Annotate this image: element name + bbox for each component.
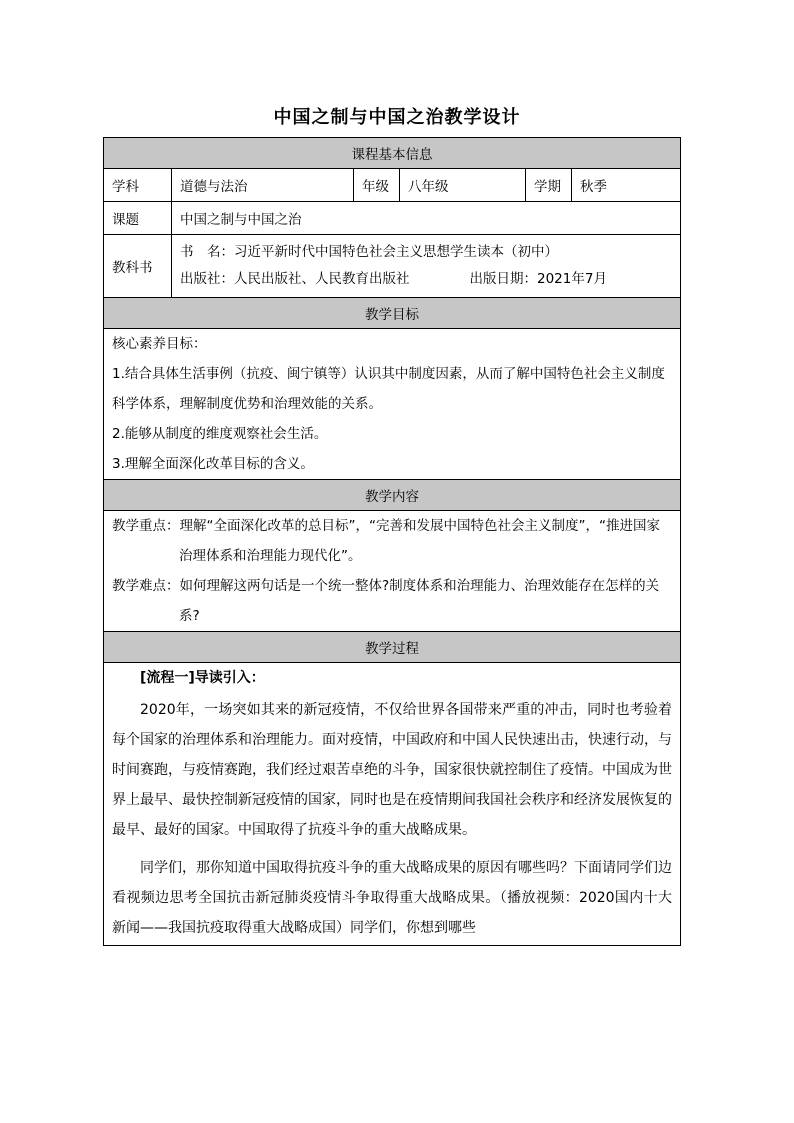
key-point: 教学重点：理解“全面深化改革的总目标”，“完善和发展中国特色社会主义制度”，“推进国家治理体系和治理能力现代化”。	[112, 518, 660, 564]
subject-value: 道德与法治	[172, 169, 354, 202]
subject-label: 学科	[104, 169, 172, 202]
section-header-basic-info: 课程基本信息	[104, 138, 681, 169]
objective-item: 2.能够从制度的维度观察社会生活。	[112, 426, 328, 442]
topic-label: 课题	[104, 202, 172, 235]
objective-item: 3.理解全面深化改革目标的含义。	[112, 456, 314, 472]
publish-date: 出版日期：2021年7月	[469, 271, 607, 287]
term-label: 学期	[526, 169, 572, 202]
section-header-objectives: 教学目标	[104, 298, 681, 329]
grade-value: 八年级	[400, 169, 526, 202]
content-body	[104, 511, 681, 632]
topic-value: 中国之制与中国之治	[172, 202, 681, 235]
process-paragraph: 2020年，一场突如其来的新冠疫情，不仅给世界各国带来严重的冲击，同时也考验着每个国家的治理体系和治理能力。面对疫情，中国政府和中国人民快速出击，快速行动，与时间赛跑，与疫情赛跑，我们经过艰苦卓绝的斗争，国家很快就控制住了疫情。中国成为世界上最早、最快控制新冠疫情的国家，同时也是在疫情期间我国社会秩序和经济发展恢复的最早、最好的国家。中国取得了抗疫斗争的重大战略成果。	[112, 702, 673, 838]
section-header-content: 教学内容	[104, 480, 681, 511]
publisher-line	[180, 266, 672, 293]
publisher: 出版社：人民出版社、人民教育出版社	[180, 271, 410, 287]
process-paragraph: 同学们，那你知道中国取得抗疫斗争的重大战略成果的原因有哪些吗？下面请同学们边看视频边思考全国抗击新冠肺炎疫情斗争取得重大战略成果。（播放视频：2020国内十大新闻——我国抗疫取得重大战略成国）同学们，你想到哪些	[112, 860, 673, 936]
grade-label: 年级	[354, 169, 400, 202]
document-title: 中国之制与中国之治教学设计	[273, 107, 521, 128]
objectives-body	[104, 329, 681, 480]
objective-item: 1.结合具体生活事例（抗疫、闽宁镇等）认识其中制度因素，从而了解中国特色社会主义制度科学体系，理解制度优势和治理效能的关系。	[112, 366, 665, 412]
lesson-plan-table	[103, 137, 681, 946]
objectives-heading: 核心素养目标：	[112, 336, 207, 352]
textbook-label: 教科书	[104, 235, 172, 298]
difficult-point: 教学难点：如何理解这两句话是一个统一整体?制度体系和治理能力、治理效能存在怎样的关系?	[112, 578, 660, 624]
flow-title: [流程一]导读引入：	[140, 670, 265, 686]
section-header-process: 教学过程	[104, 632, 681, 663]
process-body	[104, 663, 681, 946]
book-name: 书 名：习近平新时代中国特色社会主义思想学生读本（初中）	[180, 244, 558, 260]
textbook-info	[172, 235, 681, 298]
term-value: 秋季	[572, 169, 681, 202]
